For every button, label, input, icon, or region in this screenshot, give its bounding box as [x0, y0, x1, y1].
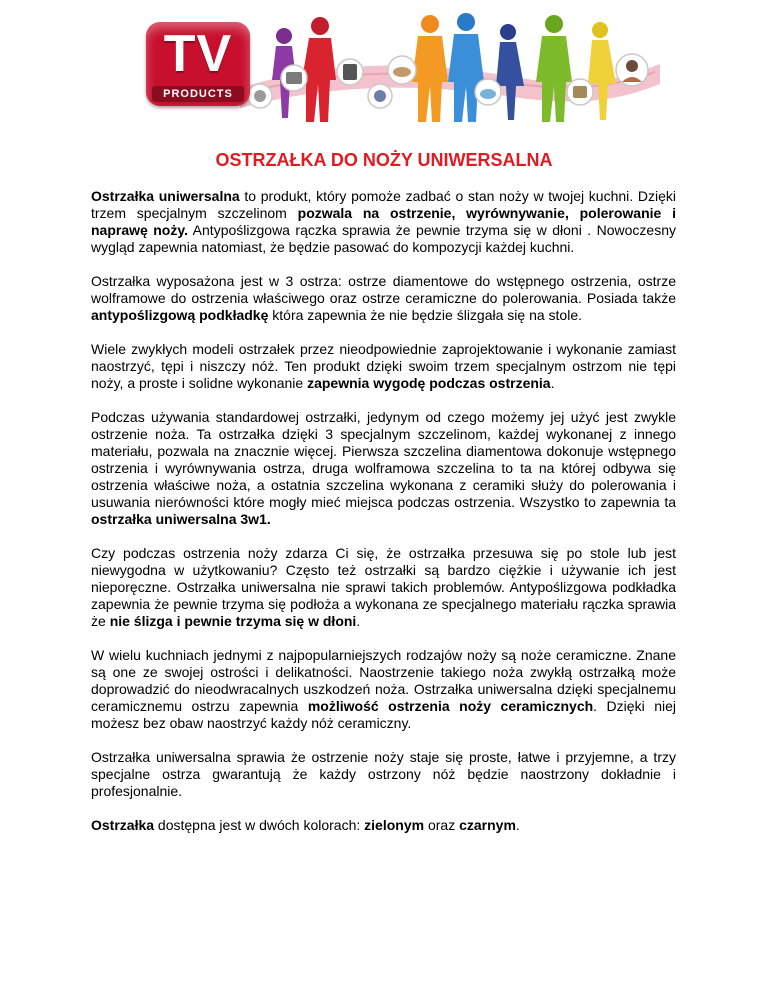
header-banner: [0, 0, 768, 130]
text: dostępna jest w dwóch kolorach:: [154, 817, 365, 833]
text: Czy podczas ostrzenia noży zdarza Ci się, że ostrzałka przesuwa się po stole lub jest niewygodna w użytkowaniu? Często też ostrzałki są bardzo ciężkie i używanie ich jest nieporęczne. Ostrzałka uniwersalna nie sprawi takich problemów. Antypoślizgowa podkładka zapewnia że pewnie trzyma się podłoża a wykonana ze specjalnego materiału rączka sprawia że: [91, 545, 676, 629]
paragraph-5: [91, 545, 676, 630]
paragraph-1: [91, 188, 676, 256]
text: W wielu kuchniach jednymi z najpopularniejszych rodzajów noży są noże ceramiczne. Znane są one ze swojej ostrości i delikatności. Naostrzenie takiego noża zwykłą ostrzałką może doprowadzić do nieodwracalnych uszkodzeń noża. Ostrzałka uniwersalna dzięki specjalnemu ceramicznemu ostrzu zapewnia: [91, 647, 676, 714]
banner-illustration: [0, 0, 768, 130]
paragraph-7: [91, 749, 676, 800]
page-title: OSTRZAŁKA DO NOŻY UNIWERSALNA: [215, 150, 553, 170]
bold-text: ostrzałka uniwersalna 3w1.: [91, 511, 271, 527]
text: która zapewnia że nie będzie ślizgała się na stole.: [268, 307, 583, 323]
paragraph-2: [91, 273, 676, 324]
paragraph-8: [91, 817, 676, 834]
bold-text: zielonym: [364, 817, 425, 833]
bold-text: nie ślizga i pewnie trzyma się w dłoni: [109, 613, 357, 629]
bold-text: Ostrzałka uniwersalna: [91, 188, 240, 204]
bold-text: czarnym: [459, 817, 516, 833]
text: .: [515, 817, 520, 833]
article-body: [91, 188, 676, 851]
paragraph-4: [91, 409, 676, 528]
text: Podczas używania standardowej ostrzałki, jedynym od czego możemy jej użyć jest zwykle ostrzenie noża. Ta ostrzałka dzięki 3 specjalnym szczelinom, każdej wykonanej z innego materiału, pozwala na znacznie więcej. Pierwsza szczelina diamentowa dokonuje wstępnego ostrzenia i wyrównywania ostrza, druga wolframowa szczelina to ta na której odbywa się ostrzenia właściwe noża, a ostatnia szczelina wykonana z ceramiki służy do polerowania i usuwania nierówności które mogły mieć miejsca podczas ostrzenia. Wszystko to zapewnia ta: [91, 409, 676, 510]
text: to produkt, który pomoże zadbać o stan noży w twojej kuchni. Dzięki trzem specjalnym szczelinom: [91, 188, 676, 221]
text: Ostrzałka wyposażona jest w 3 ostrza: ostrze diamentowe do wstępnego ostrzenia, ostrze wolframowe do ostrzenia właściwego oraz ostrze ceramiczne do polerowania. Posiada także: [91, 273, 676, 306]
bold-text: zapewnia wygodę podczas ostrzenia: [307, 375, 551, 391]
text: .: [356, 613, 361, 629]
people-silhouettes: [272, 13, 616, 122]
text: Ostrzałka uniwersalna sprawia że ostrzenie noży staje się proste, łatwe i przyjemne, a trzy specjalne ostrza gwarantują że każdy ostrzony nóż będzie naostrzony dokładnie i profesjonalnie.: [91, 749, 676, 799]
text: oraz: [424, 817, 460, 833]
tv-products-logo: [146, 22, 250, 106]
text: Wiele zwykłych modeli ostrzałek przez nieodpowiednie zaprojektowanie i wykonanie zamiast naostrzyć, tępi i niszczy nóż. Ten produkt dzięki swoim trzem specjalnym ostrzom nie tępi noży, a proste i solidne wykonanie: [91, 341, 676, 391]
bold-text: możliwość ostrzenia noży ceramicznych: [307, 698, 594, 714]
text: . Dzięki niej możesz bez obaw naostrzyć każdy nóż ceramiczny.: [91, 698, 676, 731]
bold-text: antypoślizgową podkładkę: [91, 307, 269, 323]
logo-text-tv: TV: [163, 25, 233, 83]
bold-text: Ostrzałka: [91, 817, 155, 833]
bold-text: pozwala na ostrzenie, wyrównywanie, polerowanie i naprawę noży.: [91, 205, 676, 238]
text: .: [550, 375, 555, 391]
paragraph-3: [91, 341, 676, 392]
paragraph-6: [91, 647, 676, 732]
text: Antypoślizgowa rączka sprawia że pewnie trzyma się w dłoni . Nowoczesny wygląd zapewnia natomiast, że będzie pasować do kompozycji każdej kuchni.: [91, 222, 676, 255]
logo-text-products: PRODUCTS: [163, 88, 233, 100]
